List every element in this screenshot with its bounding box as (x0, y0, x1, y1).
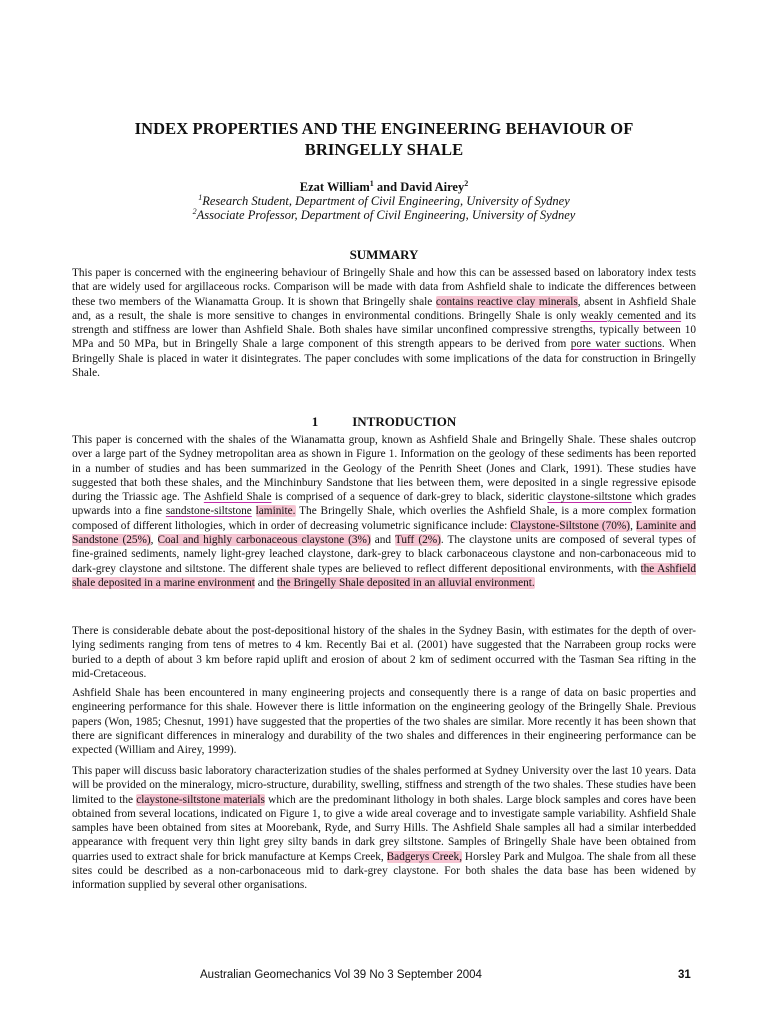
intro-paragraph-2: There is considerable debate about the post-depositional history of the shales in the Sydney Basin, with estimates for the depth of over-lying sediments ranging from tens of metres to 4 km. Recently Bai et al. (2001) have suggested that the Narrabeen group rocks were buried to a depth of about 3 km before rapid uplift and erosion of about 2 km of sediment occurred with the Tasman Sea rifting in the mid-Cretaceous. (72, 625, 696, 680)
section-heading-introduction (72, 414, 696, 430)
underline-annotation: pore water suctions (570, 338, 662, 351)
highlight: claystone-siltstone materials (136, 793, 265, 806)
affiliation-2: $^2$Associate Professor, Department of Civil Engineering, University of Sydney (192, 206, 576, 222)
highlight: Claystone-Siltstone (70%) (510, 519, 631, 532)
intro-paragraph-3: Ashfield Shale has been encountered in many engineering projects and consequently there is a range of data on basic properties and engineering performance for this shale. However there is little information on the engineering geology of the Bringelly Shale. Previous papers (Won, 1985; Chesnut, 1991) have suggested that the properties of the two shales are similar. More recently it has been shown that there are significant differences in mineralogy and durability of the two shales and differences in their engineering performance can be expected (William and Airey, 1999). (72, 687, 696, 757)
underline-annotation: claystone-siltstone (547, 491, 632, 504)
section-title: INTRODUCTION (352, 414, 457, 429)
underline-annotation: weakly cemented and (580, 309, 682, 322)
underline-annotation: sandstone-siltstone (165, 505, 252, 518)
intro-paragraph-4: This paper will discuss basic laboratory characterization studies of the shales performed at Sydney University over the last 10 years. Data will be provided on the mineralogy, micro-structure, durability, swelling, stiffness and strength of the two shales. These studies have been limited to the claystone-siltstone materials which are the predominant lithology in both shales. Large block samples and cores have been obtained from several locations, indicated on Figure 1, to give a wide areal coverage and to investigate sample variability. Ashfield Shale samples have been obtained from sites at Moorebank, Ryde, and Surry Hills. The Ashfield Shale samples all had a similar interbedded appearance with frequent very thin light grey silty bands in dark grey siltstone. Samples of Bringelly Shale have been obtained from quarries used to extract shale for brick manufacture at Kemps Creek, Badgerys Creek, Horsley Park and Mulgoa. The shale from all these sites could be described as a non-carbonaceous mid to dark-grey claystone. For both shales the data base has been widened by information supplied by several other organisations. (72, 765, 696, 892)
section-number: 1 (311, 414, 319, 429)
highlight: laminite. (255, 505, 296, 518)
highlight: Tuff (2%) (394, 534, 441, 547)
highlight: the Bringelly Shale deposited in an alluvial environment. (276, 576, 535, 589)
highlight: contains reactive clay minerals (435, 295, 578, 308)
title-line-1: INDEX PROPERTIES AND THE ENGINEERING BEHAVIOUR OF (134, 119, 634, 138)
highlight: Coal and highly carbonaceous claystone (3%) (157, 534, 371, 547)
summary-heading: SUMMARY (349, 247, 419, 262)
summary-paragraph: This paper is concerned with the engineering behaviour of Bringelly Shale and how this can be assessed based on laboratory index tests that are widely used for argillaceous rocks. Comparison will be made with data from Ashfield shale to indicate the differences between these two members of the Wianamatta Group. It is shown that Bringelly shale contains reactive clay minerals, absent in Ashfield Shale and, as a result, the shale is more sensitive to changes in environmental conditions. Bringelly Shale is only weakly cemented and its strength and stiffness are lower than Ashfield Shale. Both shales have similar unconfined compressive strengths, typically between 10 MPa and 50 MPa, but in Bringelly Shale a large component of this strength appears to be derived from pore water suctions. When Bringelly Shale is placed in water it disintegrates. The paper concludes with some implications of the data for construction in Bringelly Shale. (72, 267, 696, 380)
paper-title (72, 118, 696, 160)
title-line-2: BRINGELLY SHALE (304, 140, 464, 159)
author-block (72, 180, 696, 222)
underline-annotation: Ashfield Shale (203, 491, 272, 504)
highlight: Badgerys Creek, (386, 850, 463, 863)
page-number: 31 (678, 969, 691, 981)
intro-paragraph-1: This paper is concerned with the shales of the Wianamatta group, known as Ashfield Shale and Bringelly Shale. These shales outcrop over a large part of the Sydney metropolitan area as shown in Figure 1. Information on the geology of these sediments has been reported in a number of studies and has been summarized in the Geology of the Penrith Sheet (Jones and Clark, 1991). These studies have suggested that both these shales, and the Minchinbury Sandstone that lies between them, were deposited in a single regressive episode during the Triassic age. The Ashfield Shale is comprised of a sequence of dark-grey to black, sideritic claystone-siltstone which grades upwards into a fine sandstone-siltstone laminite. The Bringelly Shale, which overlies the Ashfield Shale, is a more complex formation composed of different lithologies, which in order of decreasing volumetric significance include: Claystone-Siltstone (70%), Laminite and Sandstone (25%), Coal and highly carbonaceous claystone (3%) and Tuff (2%). The claystone units are composed of several types of fine-grained sediments, namely light-grey leached claystone, dark-grey to black carbonaceous claystone and non-carbonaceous mid to dark-grey claystone and siltstone. The different shale types are believed to reflect different depositional environments, with the Ashfield shale deposited in a marine environment and the Bringelly Shale deposited in an alluvial environment. (72, 434, 697, 589)
highlight: Laminite and Sandstone (25%) (72, 519, 697, 547)
affiliation-1: $^1$Research Student, Department of Civil Engineering, University of Sydney (198, 192, 570, 208)
author-names: Ezat William$^1$ and David Airey$^2$ (299, 178, 469, 194)
highlight: the Ashfield shale deposited in a marine environment (72, 562, 696, 589)
journal-citation: Australian Geomechanics Vol 39 No 3 September 2004 (200, 969, 482, 981)
